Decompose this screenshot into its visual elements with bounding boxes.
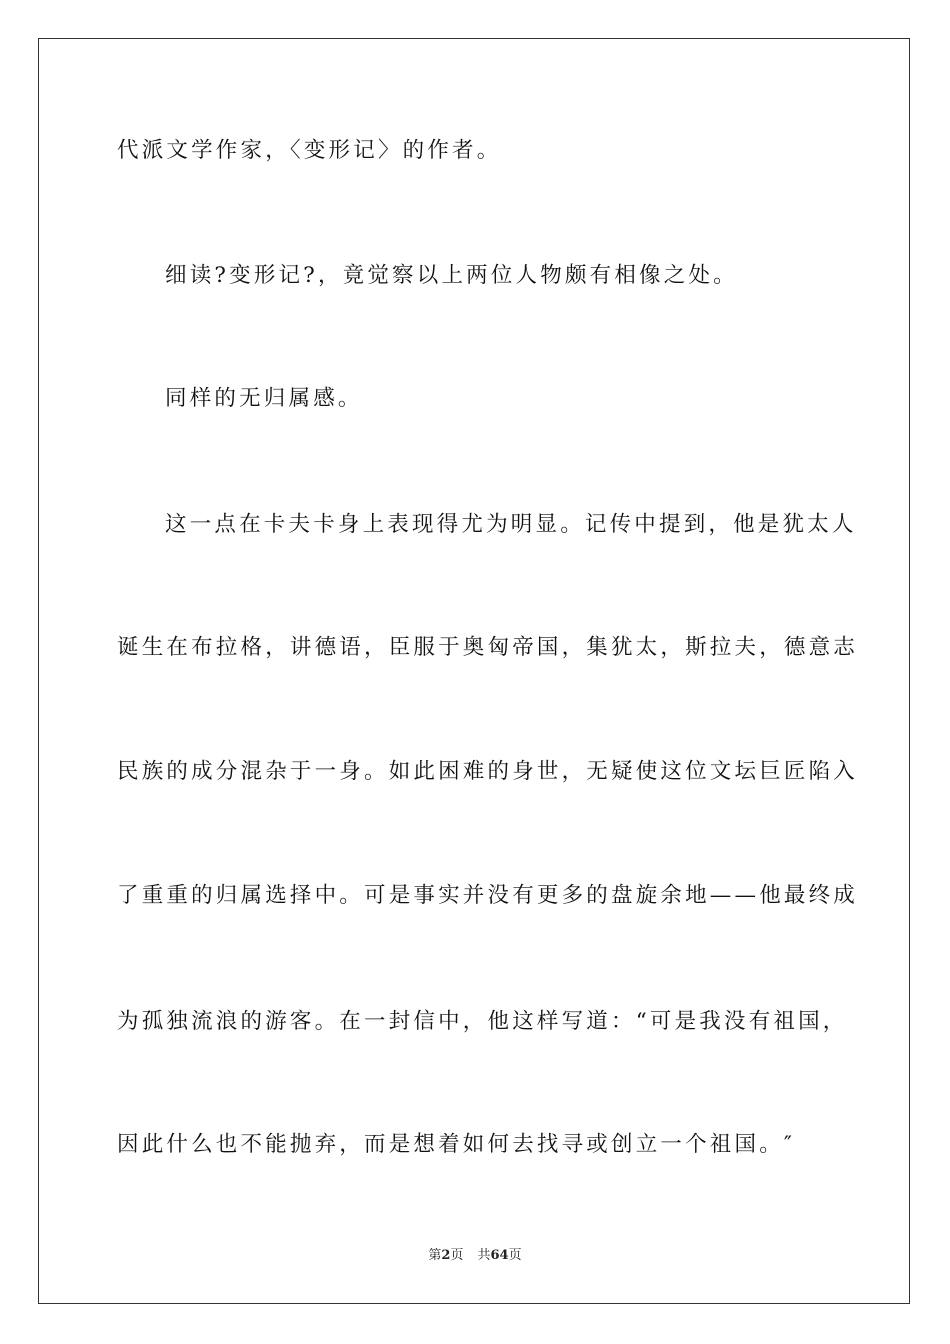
text-line-7: 了重重的归属选择中。可是事实并没有更多的盘旋余地——他最终成 xyxy=(117,883,859,908)
text-line-2: 细读?变形记?，竟觉察以上两位人物颇有相像之处。 xyxy=(165,263,738,288)
total-label-suffix: 页 xyxy=(508,1248,522,1263)
page-number: 2 xyxy=(441,1248,451,1263)
total-label-prefix: 共 xyxy=(477,1248,491,1263)
text-line-9: 因此什么也不能抛弃，而是想着如何去找寻或创立一个祖国。″ xyxy=(117,1132,796,1157)
text-line-1: 代派文学作家，〈变形记〉的作者。 xyxy=(117,138,502,163)
text-line-4: 这一点在卡夫卡身上表现得尤为明显。记传中提到，他是犹太人 xyxy=(165,512,857,537)
text-line-3: 同样的无归属感。 xyxy=(165,386,363,411)
total-pages: 64 xyxy=(490,1248,509,1263)
page-label-suffix: 页 xyxy=(450,1248,464,1263)
page-border xyxy=(38,38,910,1304)
text-line-8: 为孤独流浪的游客。在一封信中，他这样写道：“可是我没有祖国， xyxy=(117,1009,848,1034)
page-label-prefix: 第 xyxy=(428,1248,442,1263)
page-footer xyxy=(0,1247,950,1265)
text-line-6: 民族的成分混杂于一身。如此困难的身世，无疑使这位文坛巨匠陷入 xyxy=(117,759,859,784)
text-line-5: 诞生在布拉格，讲德语，臣服于奥匈帝国，集犹太，斯拉夫，德意志 xyxy=(117,635,859,660)
